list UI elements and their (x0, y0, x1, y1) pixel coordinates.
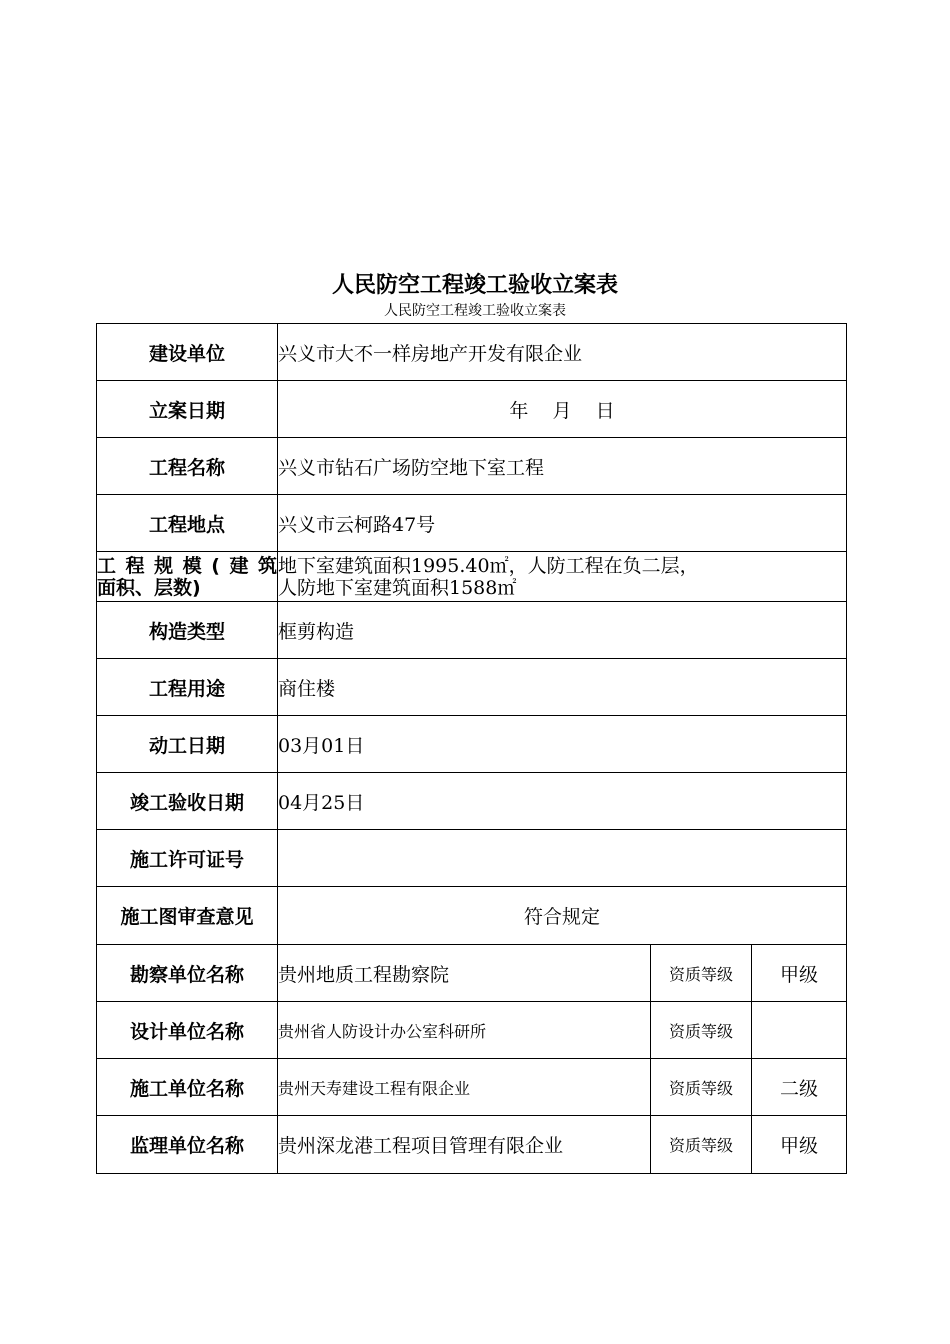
filing-form-table (96, 323, 847, 1174)
qual-label-builder-unit: 资质等级 (651, 1059, 752, 1116)
row-start-date (97, 716, 847, 773)
label-start-date: 动工日期 (97, 716, 278, 773)
value-project-use: 商住楼 (278, 659, 847, 716)
row-filing-date (97, 381, 847, 438)
value-survey-unit: 贵州地质工程勘察院 (278, 945, 651, 1002)
row-supervision-unit (97, 1116, 847, 1174)
document-subtitle: 人民防空工程竣工验收立案表 (384, 303, 566, 319)
value-builder-unit: 贵州天寿建设工程有限企业 (278, 1059, 651, 1116)
qual-label-supervision-unit: 资质等级 (651, 1116, 752, 1174)
label-project-scale-line1: 工程规模(建筑 (97, 554, 277, 577)
value-start-date: 03月01日 (278, 716, 847, 773)
row-structure-type (97, 602, 847, 659)
qual-label-survey-unit: 资质等级 (651, 945, 752, 1002)
row-project-use (97, 659, 847, 716)
row-construction-unit (97, 324, 847, 381)
value-construction-unit: 兴义市大不一样房地产开发有限企业 (278, 324, 847, 381)
document-title: 人民防空工程竣工验收立案表 (331, 273, 618, 298)
label-builder-unit: 施工单位名称 (97, 1059, 278, 1116)
label-construction-unit: 建设单位 (97, 324, 278, 381)
value-supervision-unit: 贵州深龙港工程项目管理有限企业 (278, 1116, 651, 1174)
label-drawing-review: 施工图审查意见 (97, 887, 278, 945)
label-design-unit: 设计单位名称 (97, 1002, 278, 1059)
label-survey-unit: 勘察单位名称 (97, 945, 278, 1002)
value-project-location: 兴义市云柯路47号 (278, 495, 847, 552)
label-completion-date: 竣工验收日期 (97, 773, 278, 830)
label-project-name: 工程名称 (97, 438, 278, 495)
value-design-unit: 贵州省人防设计办公室科研所 (278, 1002, 651, 1059)
label-project-scale (97, 552, 278, 602)
label-project-use: 工程用途 (97, 659, 278, 716)
value-structure-type: 框剪构造 (278, 602, 847, 659)
qual-label-design-unit: 资质等级 (651, 1002, 752, 1059)
row-project-scale (97, 552, 847, 602)
label-supervision-unit: 监理单位名称 (97, 1116, 278, 1174)
value-completion-date: 04月25日 (278, 773, 847, 830)
value-project-scale-line2: 人防地下室建筑面积1588㎡ (278, 576, 517, 599)
row-project-location (97, 495, 847, 552)
row-drawing-review (97, 887, 847, 945)
row-design-unit (97, 1002, 847, 1059)
value-filing-date: 年 月 日 (278, 381, 847, 438)
grade-builder-unit: 二级 (752, 1059, 847, 1116)
grade-survey-unit: 甲级 (752, 945, 847, 1002)
value-project-scale-line1: 地下室建筑面积1995.40㎡，人防工程在负二层， (278, 554, 699, 577)
value-project-scale (278, 552, 847, 602)
label-project-location: 工程地点 (97, 495, 278, 552)
value-drawing-review: 符合规定 (278, 887, 847, 945)
row-project-name (97, 438, 847, 495)
row-permit-no (97, 830, 847, 887)
label-project-scale-line2: 面积、层数) (97, 576, 201, 599)
row-survey-unit (97, 945, 847, 1002)
label-structure-type: 构造类型 (97, 602, 278, 659)
label-permit-no: 施工许可证号 (97, 830, 278, 887)
value-project-name: 兴义市钻石广场防空地下室工程 (278, 438, 847, 495)
value-permit-no (278, 830, 847, 887)
row-builder-unit (97, 1059, 847, 1116)
row-completion-date (97, 773, 847, 830)
label-filing-date: 立案日期 (97, 381, 278, 438)
grade-design-unit (752, 1002, 847, 1059)
grade-supervision-unit: 甲级 (752, 1116, 847, 1174)
